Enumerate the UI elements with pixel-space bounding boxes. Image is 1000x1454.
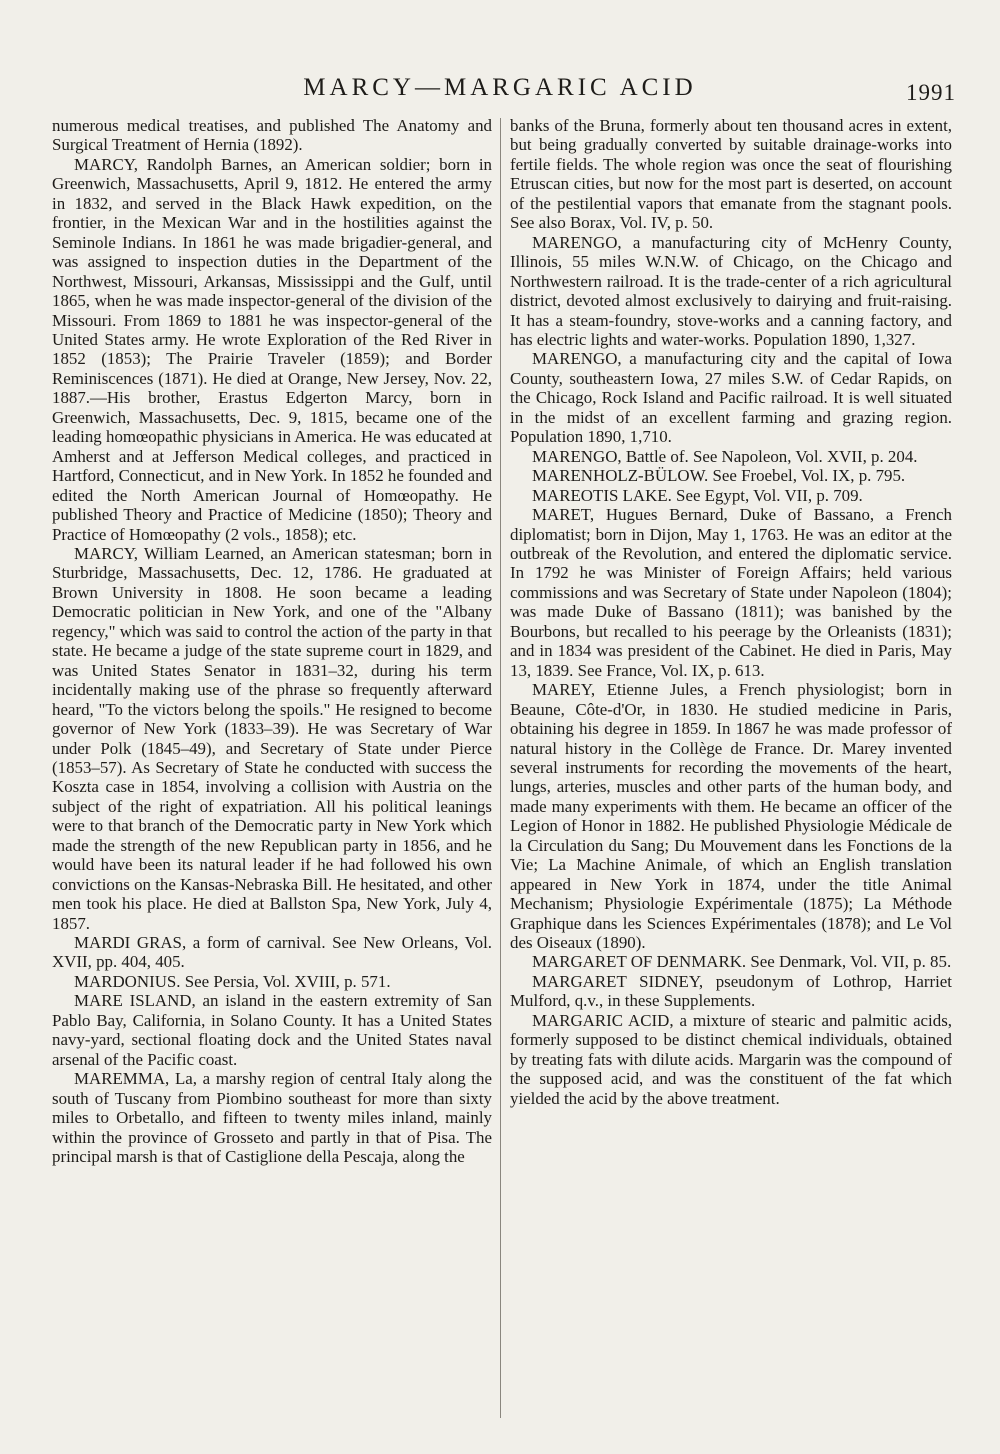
entry-lead: MARE ISLAND, [74, 991, 196, 1011]
entry-lead: MARENGO, [532, 349, 622, 369]
entry-text: a manufacturing city of McHenry County, Illinois, 55 miles W.N.W. of Chicago, on the Chicago and Northwestern railroad. It is the trade-center of a rich agricultural district, devoted almost exclusively to dairying and fruit-raising. It has a steam-foundry, stove-works and a canning factory, and has electric lights and water-works. Population 1890, 1,327. [510, 232, 952, 349]
entry-text: a marshy region of central Italy along the south of Tuscany from Piombino southeast for more than sixty miles to Orbetallo, and fifteen to twenty miles inland, mainly within the province of Grosseto and partly in that of Pisa. The principal marsh is that of Castiglione della Pescaja, along the [52, 1069, 492, 1167]
entry-text: Duke of Bassano, a French diplomatist; born in Dijon, May 1, 1763. He was an editor at the outbreak of the Revolution, and entered the diplomatic service. In 1792 he was Minister of Foreign Affairs; held various commissions and was Secretary of State under Napoleon (1804); was made Duke of Bassano (1811); was banished by the Bourbons, but recalled to his peerage by the Orleanists (1831); and in 1834 was president of the Cabinet. He died in Paris, May 13, 1839. See France, Vol. IX, p. 613. [510, 505, 952, 680]
article-entry [510, 972, 952, 1011]
entry-lead: MAREMMA, La, [74, 1069, 197, 1089]
article-entry [510, 466, 952, 485]
entry-text: an American statesman; born in Sturbridge, Massachusetts, Dec. 12, 1786. He graduated at Brown University in 1808. He soon became a leading Democratic politician in New York, and one of the "Albany regency," which was said to control the action of the party in that state. He became a judge of the state supreme court in 1829, and was United States Senator in 1831–32, during his term incidentally making use of the phrase so frequently afterward heard, "To the victors belong the spoils." He resigned to become governor of New York (1833–39). He was Secretary of War under Polk (1845–49), and Secretary of State under Pierce (1853–57). As Secretary of State he conducted with success the Koszta case in 1854, involving a collision with Austria on the subject of the right of expatriation. All his political leanings were to that branch of the Democratic party in New York which made the strength of the new Republican party in 1856, and he would have been its natural leader if he had followed his own convictions on the Kansas-Nebraska Bill. He hesitated, and other men took his place. He died at Ballston Spa, New York, July 4, 1857. [52, 543, 492, 933]
article-entry [510, 233, 952, 350]
article-entry [52, 991, 492, 1069]
article-entry [510, 486, 952, 505]
right-column [510, 116, 952, 1436]
entry-lead: MARCY, Randolph Barnes, [74, 154, 273, 174]
entry-lead: MARCY, William Learned, [74, 543, 265, 563]
entry-lead: MARENGO, [532, 232, 622, 252]
entry-text: pseudonym of Lothrop, Harriet Mulford, q.v., in these Supplements. [510, 971, 952, 1011]
article-entry [52, 972, 492, 991]
entry-lead: MARENGO, Battle of. [532, 446, 689, 466]
entry-text: See Napoleon, Vol. XVII, p. 204. [692, 446, 918, 466]
page-title: MARCY—MARGARIC ACID [303, 74, 697, 101]
article-entry [510, 447, 952, 466]
entry-lead: MARDI GRAS, [74, 933, 187, 953]
entry-text: See Froebel, Vol. IX, p. 795. [712, 466, 906, 486]
article-entry [52, 116, 492, 155]
entry-lead: MARET, Hugues Bernard, [532, 505, 728, 525]
article-entry [510, 349, 952, 446]
entry-lead: MARGARIC ACID, [532, 1010, 674, 1030]
entry-text: a manufacturing city and the capital of Iowa County, southeastern Iowa, 27 miles S.W. of Cedar Rapids, on the Chicago, Rock Island and Pacific railroad. It is well situated in the midst of an excellent farming and grazing region. Population 1890, 1,710. [510, 349, 952, 447]
entry-lead: MARDONIUS. [74, 971, 181, 991]
article-entry [510, 1011, 952, 1108]
article-entry [510, 116, 952, 233]
entry-lead: MARGARET SIDNEY, [532, 971, 704, 991]
article-entry [510, 680, 952, 952]
entry-text: an American soldier; born in Greenwich, Massachusetts, April 9, 1812. He entered the army in 1832, and served in the Black Hawk expedition, on the frontier, in the Mexican War and in the hostilities against the Seminole Indians. In 1861 he was made brigadier-general, and was assigned to inspection duties in the Department of the Northwest, Missouri, Arkansas, Mississippi and the Gulf, until 1865, when he was made inspector-general of the division of the Missouri. From 1869 to 1881 he was inspector-general of the United States army. He wrote Exploration of the Red River in 1852 (1853); The Prairie Traveler (1859); and Border Reminiscences (1871). He died at Orange, New Jersey, Nov. 22, 1887.—His brother, Erastus Edgerton Marcy, born in Greenwich, Massachusetts, Dec. 9, 1815, became one of the leading homœopathic physicians in America. He was educated at Amherst and at Jefferson Medical colleges, and practiced in Hartford, Connecticut, and in New York. In 1852 he founded and edited the North American Journal of Homœopathy. He published Theory and Practice of Medicine (1850); Theory and Practice of Homœopathy (2 vols., 1858); etc. [52, 154, 492, 544]
entry-text: See Persia, Vol. XVIII, p. 571. [184, 971, 391, 991]
entry-text: See Egypt, Vol. VII, p. 709. [676, 485, 863, 505]
entry-text: an island in the eastern extremity of San Pablo Bay, California, in Solano County. It has a United States navy-yard, sectional floating dock and the United States naval arsenal of the Pacific coast. [52, 991, 492, 1069]
entry-lead: MAREY, Etienne Jules, [532, 680, 708, 700]
entry-text: a form of carnival. See New Orleans, Vol. XVII, pp. 404, 405. [52, 933, 492, 972]
left-column [52, 116, 492, 1436]
article-entry [52, 1069, 492, 1166]
entry-text: banks of the Bruna, formerly about ten thousand acres in extent, but being gradually converted by suitable drainage-works into fertile fields. The whole region was once the seat of flourishing Etruscan cities, but now for the most part is deserted, on account of the pestilential vapors that emanate from the stagnant pools. See also Borax, Vol. IV, p. 50. [510, 116, 952, 233]
entry-lead: MARGARET OF DENMARK. [532, 952, 747, 972]
entry-text: a French physiologist; born in Beaune, Côte-d'Or, in 1830. He studied medicine in Paris, obtaining his degree in 1859. In 1867 he was made professor of natural history in the Collège de France. Dr. Marey invented several instruments for recording the movements of the heart, lungs, arteries, muscles and other parts of the human body, and made many experiments with them. He became an officer of the Legion of Honor in 1882. He published Physiologie Médicale de la Circulation du Sang; Du Mouvement dans les Fonctions de la Vie; La Machine Animale, of which an English translation appeared in New York in 1874, under the title Animal Mechanism; Physiologie Expérimentale (1875); La Méthode Graphique dans les Sciences Expérimentales (1878); and Le Vol des Oiseaux (1890). [510, 680, 952, 953]
entry-text: a mixture of stearic and palmitic acids, formerly supposed to be distinct chemical individuals, obtained by treating fats with dilute acids. Margarin was the compound of the supposed acid, and was the constituent of the fat which yielded the acid by the above treatment. [510, 1010, 952, 1108]
article-entry [510, 505, 952, 680]
article-entry [52, 544, 492, 933]
column-divider [500, 118, 501, 1418]
entry-text: numerous medical treatises, and published The Anatomy and Surgical Treatment of Hernia (1892). [52, 116, 492, 155]
running-head [0, 68, 1000, 108]
entry-lead: MARENHOLZ-BÜLOW. [532, 466, 709, 486]
entry-lead: MAREOTIS LAKE. [532, 485, 672, 505]
article-entry [52, 155, 492, 544]
article-entry [52, 933, 492, 972]
article-entry [510, 952, 952, 971]
page-number: 1991 [906, 80, 956, 105]
entry-text: See Denmark, Vol. VII, p. 85. [750, 952, 952, 972]
